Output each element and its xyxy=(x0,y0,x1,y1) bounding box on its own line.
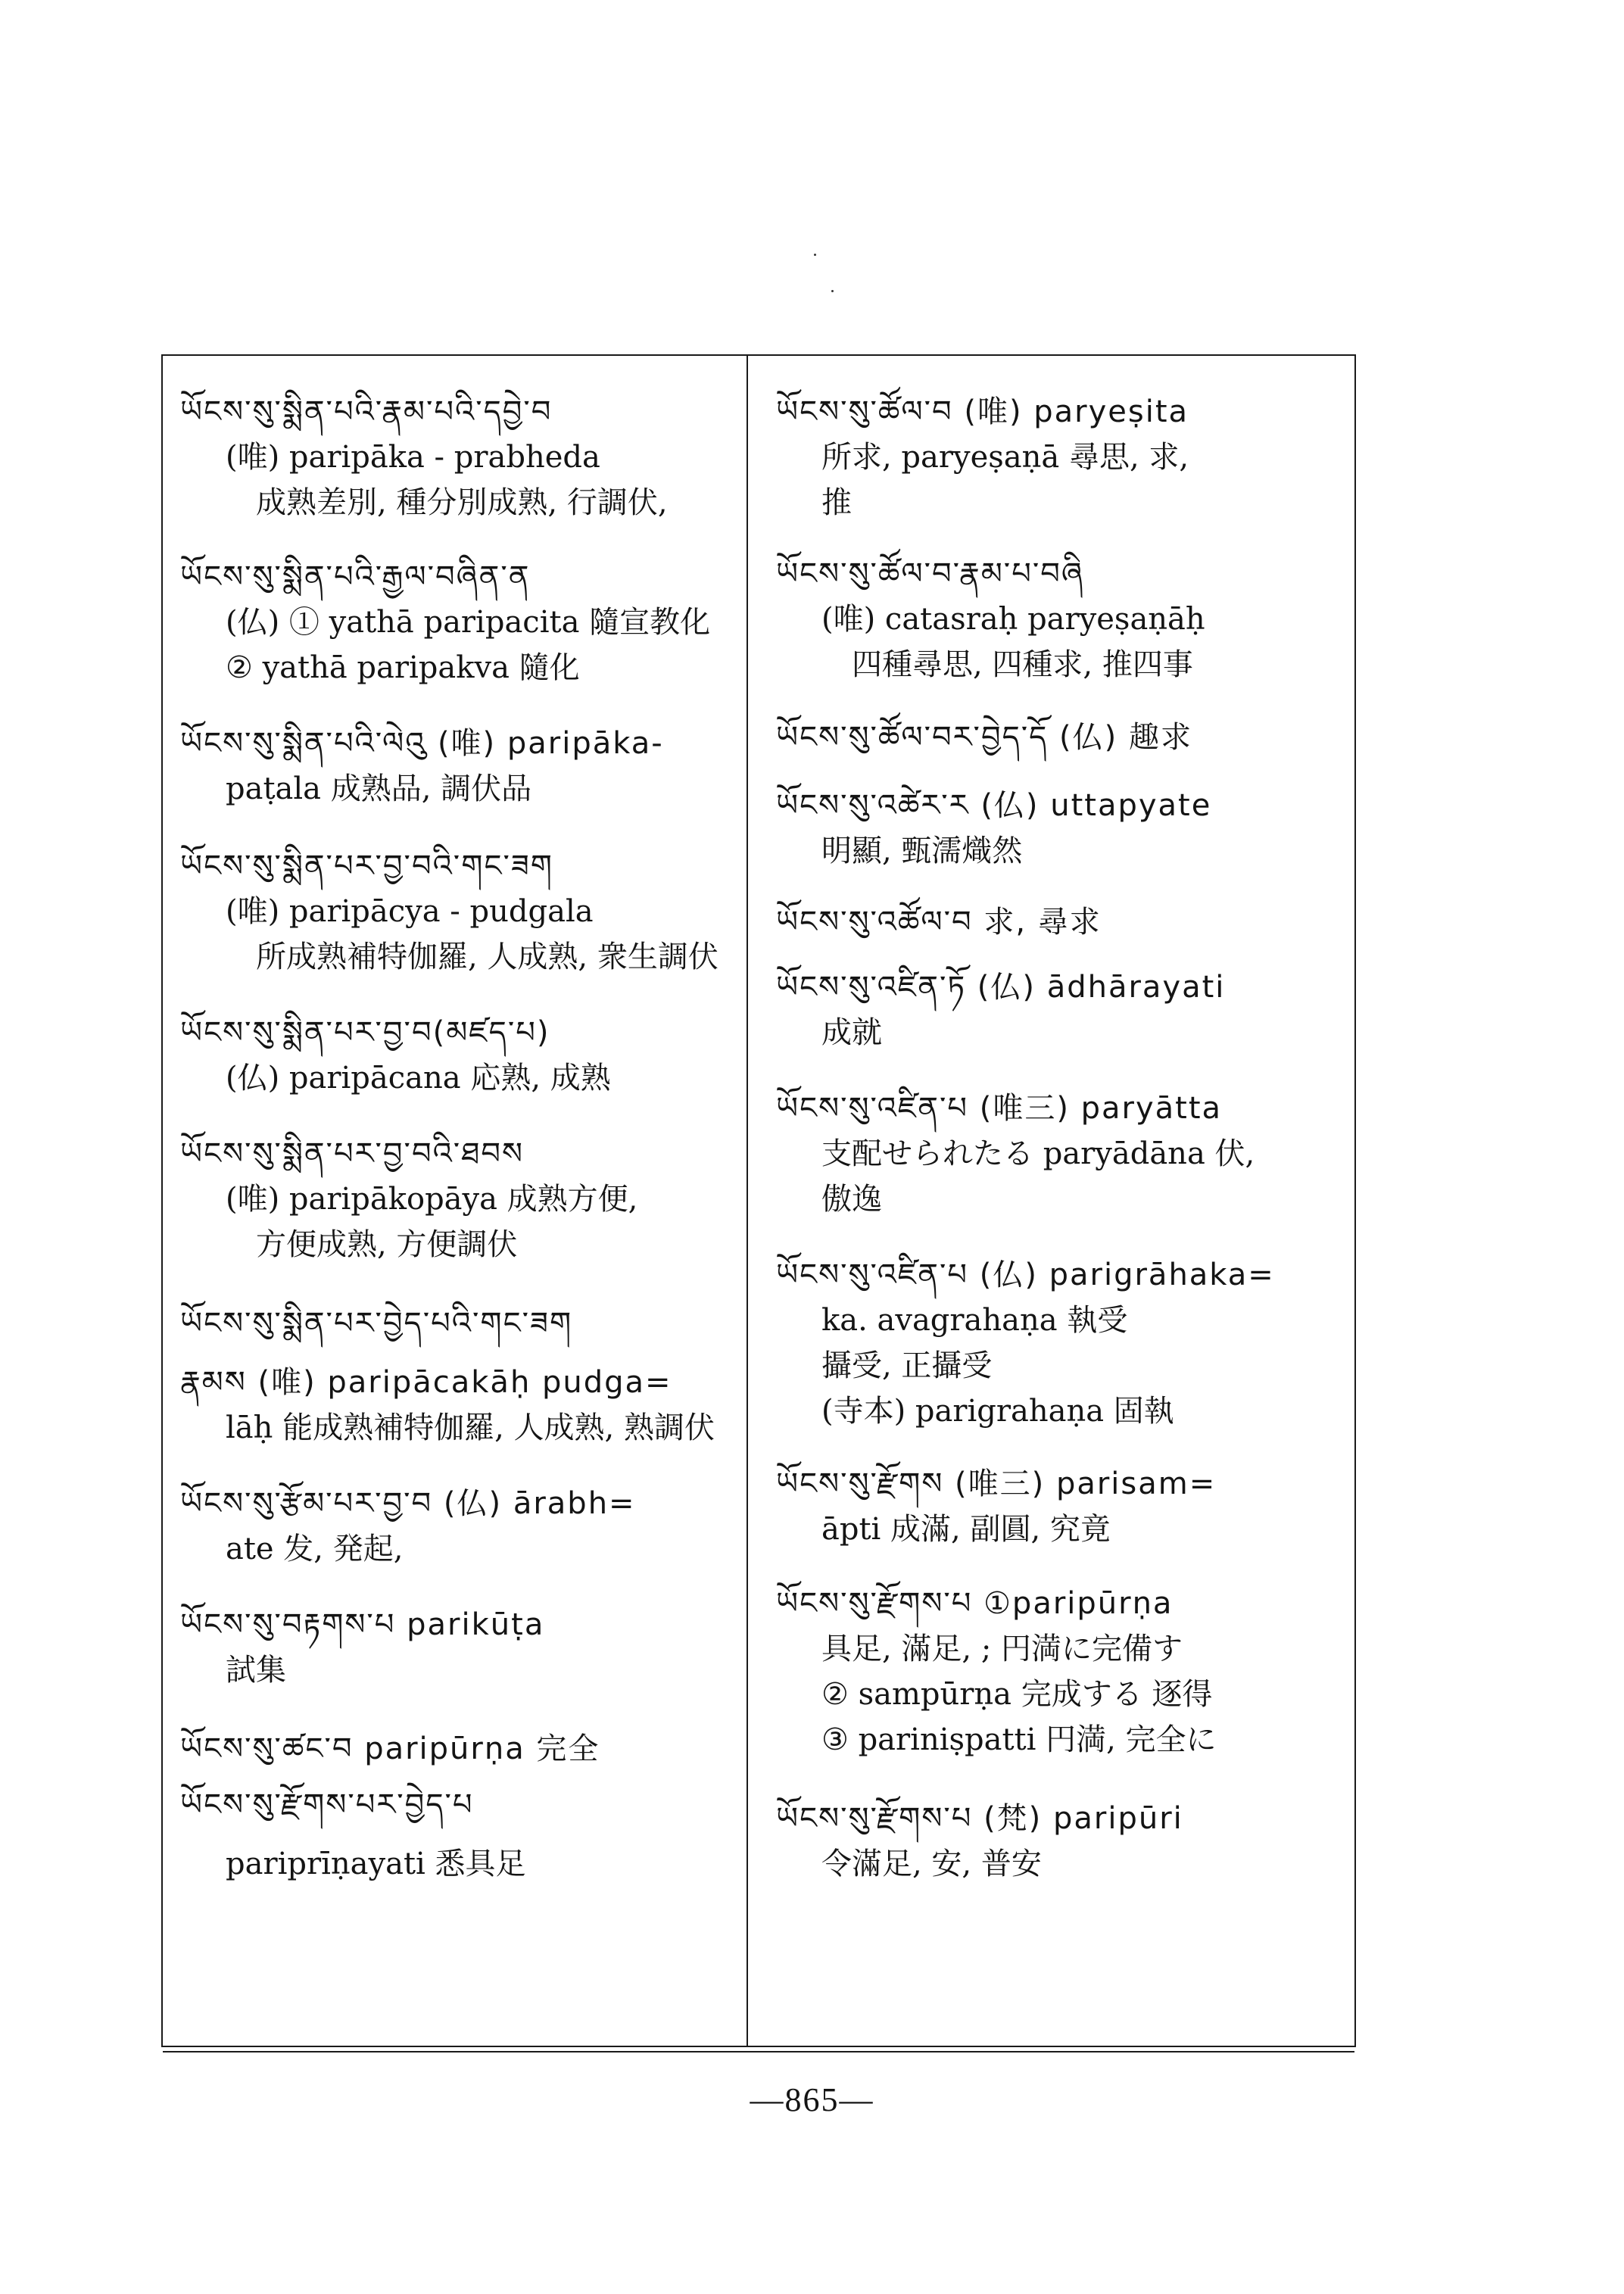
dictionary-entry xyxy=(180,1010,733,1101)
dictionary-entry xyxy=(180,554,733,690)
tibetan-headword: ཡོངས་སུ་ཚོལ་བ (唯) paryeṣita xyxy=(776,394,1189,429)
sanskrit-equivalent: ③ pariniṣpatti 円満, 完全に xyxy=(821,1722,1217,1757)
tibetan-headword: ཡོངས་སུ་སྨིན་པར་བྱ་བ(མཛད་པ) xyxy=(180,1015,550,1050)
translation: 試集 xyxy=(226,1653,286,1688)
tibetan-headword: ཡོངས་སུ་རྫོགས་པར་བྱེད་པ xyxy=(180,1788,474,1822)
scan-speck xyxy=(831,290,834,292)
sanskrit-equivalent: (唯) paripākopāya 成熟方便, xyxy=(226,1182,638,1217)
tibetan-headword: ཡོངས་སུ་ཚང་བ paripūrṇa 完全 xyxy=(180,1731,600,1766)
translation: 明顯, 甄濡熾然 xyxy=(821,834,1023,868)
sanskrit-equivalent: (唯) paripācya - pudgala xyxy=(226,894,594,929)
sanskrit-equivalent: (仏) ① yathā paripacita 隨宣教化 xyxy=(226,605,711,640)
tibetan-headword: ཡོངས་སུ་རྫོགས་པ ①paripūrṇa xyxy=(776,1586,1174,1621)
tibetan-headword: ཡོངས་སུ་རྩོམ་པར་བྱ་བ (仏) ārabh= xyxy=(180,1486,636,1521)
scan-speck xyxy=(814,254,816,256)
dictionary-entry xyxy=(180,1602,733,1693)
dictionary-entry xyxy=(776,965,1329,1055)
tibetan-headword: ཡོངས་སུ་འཚེར་ར (仏) uttapyate xyxy=(776,788,1212,823)
tibetan-headword: ཡོངས་སུ་སྨིན་པར་བྱ་བའི་གང་ཟག xyxy=(180,849,553,884)
translation: 四種尋思, 四種求, 推四事 xyxy=(852,647,1193,682)
sanskrit-equivalent: āpti 成滿, 副圓, 究竟 xyxy=(821,1512,1111,1547)
tibetan-headword: ཡོངས་སུ་རྫོགས་པ (梵) paripūri xyxy=(776,1801,1183,1836)
dictionary-entry xyxy=(776,389,1329,525)
translation: 推 xyxy=(821,485,852,520)
sanskrit-equivalent: 所求, paryeṣaṇā 尋思, 求, xyxy=(821,440,1189,475)
dictionary-entry xyxy=(180,1301,733,1451)
sanskrit-equivalent: ② sampūrṇa 完成する 逐得 xyxy=(821,1677,1213,1712)
page-number: —865— xyxy=(750,2081,874,2118)
dictionary-entry xyxy=(776,783,1329,874)
translation: 攝受, 正攝受 xyxy=(821,1348,993,1383)
sanskrit-equivalent: (仏) paripācana 応熟, 成熟 xyxy=(226,1061,611,1096)
tibetan-headword: ཡོངས་སུ་སྨིན་པའི་རྒྱལ་བཞིན་ན xyxy=(180,559,531,594)
translation: 成熟差別, 種分別成熟, 行調伏, xyxy=(256,485,668,520)
translation: 成就 xyxy=(821,1015,882,1050)
dictionary-entry xyxy=(776,899,1329,945)
sanskrit-equivalent: (寺本) parigrahaṇa 固執 xyxy=(821,1394,1174,1429)
sanskrit-equivalent: ka. avagrahaṇa 執受 xyxy=(821,1303,1128,1338)
right-column xyxy=(776,362,1329,1887)
translation: 方便成熟, 方便調伏 xyxy=(256,1227,518,1262)
tibetan-headword: ཡོངས་སུ་རྫོགས (唯三) parisam= xyxy=(776,1466,1217,1501)
dictionary-entry xyxy=(180,1782,733,1887)
dictionary-entry xyxy=(776,715,1329,760)
dictionary-entry xyxy=(776,1581,1329,1763)
dictionary-entry xyxy=(180,1481,733,1572)
dictionary-entry xyxy=(776,1461,1329,1552)
dictionary-entry xyxy=(180,389,733,525)
tibetan-headword: ཡོངས་སུ་སྨིན་པའི་ལེའུ (唯) paripāka- xyxy=(180,726,664,761)
sanskrit-equivalent: pariprīṇayati 悉具足 xyxy=(226,1847,526,1881)
sanskrit-equivalent: paṭala 成熟品, 調伏品 xyxy=(226,771,532,806)
tibetan-headword: ཡོངས་སུ་སྨིན་པའི་རྣམ་པའི་དབྱེ་བ xyxy=(180,394,553,429)
dictionary-entry xyxy=(776,1252,1329,1434)
sanskrit-equivalent: (唯) paripāka - prabheda xyxy=(226,440,600,475)
translation: 令滿足, 安, 普安 xyxy=(821,1847,1042,1881)
tibetan-headword-continued: རྣམས (唯) paripācakāḥ pudga= xyxy=(180,1365,672,1400)
dictionary-entry xyxy=(180,843,733,980)
sanskrit-equivalent: ② yathā paripakva 隨化 xyxy=(226,650,580,685)
dictionary-entry xyxy=(180,721,733,812)
column-divider xyxy=(747,356,748,2046)
sanskrit-equivalent: lāḥ 能成熟補特伽羅, 人成熟, 熟調伏 xyxy=(226,1410,715,1445)
tibetan-headword: ཡོངས་སུ་འཛིན་ཏོ (仏) ādhārayati xyxy=(776,970,1226,1005)
dictionary-entry xyxy=(180,1726,733,1772)
translation: 所成熟補特伽羅, 人成熟, 衆生調伏 xyxy=(256,940,718,974)
tibetan-headword: ཡོངས་སུ་བརྟགས་པ parikūṭa xyxy=(180,1607,545,1642)
translation: 支配せられたる paryādāna 伏, xyxy=(821,1136,1255,1171)
dictionary-entry xyxy=(776,1796,1329,1887)
tibetan-headword: ཡོངས་སུ་སྨིན་པར་བྱེད་པའི་གང་ཟག xyxy=(180,1306,573,1341)
tibetan-headword: ཡོངས་སུ་འཛིན་པ (唯三) paryātta xyxy=(776,1091,1223,1126)
dictionary-entry xyxy=(776,551,1329,687)
tibetan-headword: ཡོངས་སུ་ཚོལ་བར་བྱེད་དོ (仏) 趣求 xyxy=(776,720,1192,755)
tibetan-headword: ཡོངས་སུ་འཛིན་པ (仏) parigrāhaka= xyxy=(776,1258,1275,1292)
tibetan-headword: ཡོངས་སུ་སྨིན་པར་བྱ་བའི་ཐབས xyxy=(180,1136,524,1171)
sanskrit-equivalent: (唯) catasraḥ paryeṣaṇāḥ xyxy=(821,602,1205,637)
sanskrit-equivalent: ate 发, 発起, xyxy=(226,1532,404,1566)
translation: 具足, 滿足, ; 円満に完備す xyxy=(821,1632,1183,1666)
dictionary-entry xyxy=(776,1086,1329,1222)
left-column xyxy=(180,362,733,1887)
dictionary-entry xyxy=(180,1131,733,1267)
tibetan-headword: ཡོངས་སུ་འཚོལ་བ 求, 尋求 xyxy=(776,905,1102,940)
tibetan-headword: ཡོངས་སུ་ཚོལ་བ་རྣམ་པ་བཞི xyxy=(776,556,1084,591)
translation: 傲逸 xyxy=(821,1182,882,1217)
